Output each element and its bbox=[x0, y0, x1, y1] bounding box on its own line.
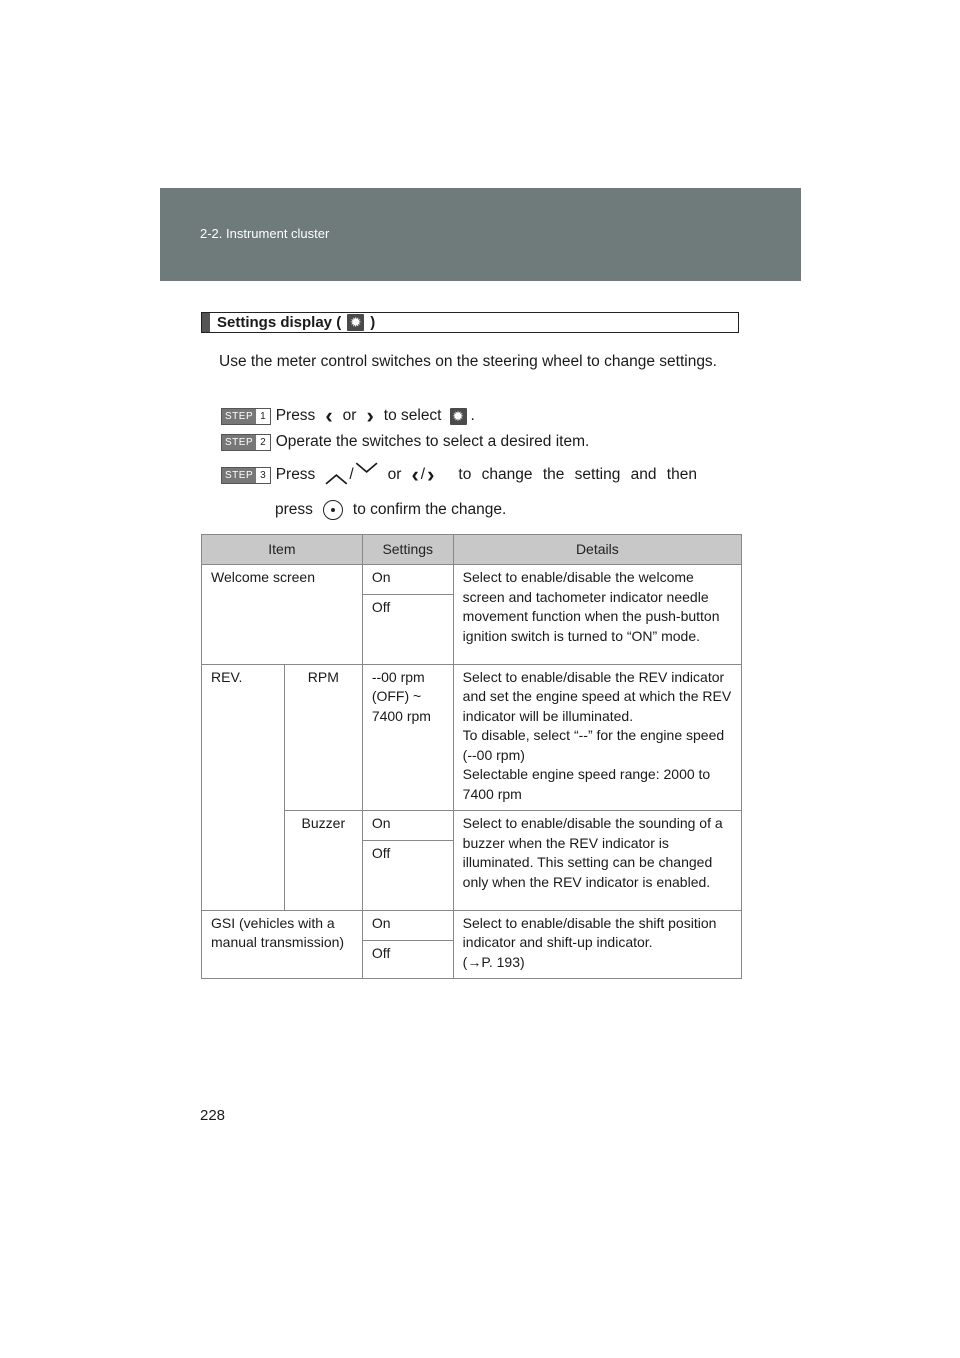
step-3-text-after: to change the setting and then bbox=[458, 466, 697, 483]
gear-icon: ✹ bbox=[450, 408, 467, 425]
welcome-details: Select to enable/disable the welcome screen and tachometer indicator needle movement function when the push-button ignition switch is turned to “ON” mode. bbox=[453, 565, 741, 665]
step-1 bbox=[221, 403, 475, 428]
rev-rpm-details bbox=[453, 664, 741, 811]
rev-item: REV. bbox=[202, 664, 285, 910]
step-3-press: Press bbox=[275, 466, 316, 483]
step-1-badge: STEP 1 bbox=[221, 408, 271, 425]
header-details: Details bbox=[453, 535, 741, 565]
step-2-badge: STEP 2 bbox=[221, 434, 271, 451]
header-settings: Settings bbox=[362, 535, 453, 565]
step-1-end: . bbox=[470, 407, 475, 424]
section-title bbox=[217, 314, 375, 331]
rev-rpm-details-3: Selectable engine speed range: 2000 to 7400 rpm bbox=[462, 766, 711, 802]
chevron-right-icon: › bbox=[427, 462, 435, 487]
rev-buzzer-label: Buzzer bbox=[284, 811, 362, 911]
table-header-row bbox=[202, 535, 742, 565]
rev-buzzer-details: Select to enable/disable the sounding of a buzzer when the REV indicator is illuminated. This setting can be changed only when the REV indicator is enabled. bbox=[453, 811, 741, 911]
table-row bbox=[202, 565, 742, 595]
section-title-suffix: ) bbox=[370, 314, 376, 331]
step-1-press: Press bbox=[275, 407, 316, 424]
enter-button-icon bbox=[323, 500, 343, 520]
gsi-details-text: Select to enable/disable the shift position indicator and shift-up indicator. bbox=[462, 914, 717, 950]
rev-buzzer-on: On bbox=[362, 811, 453, 841]
step-3-slash-2: / bbox=[420, 466, 426, 483]
chevron-right-icon: › bbox=[366, 403, 374, 428]
step-2 bbox=[221, 433, 589, 451]
welcome-off: Off bbox=[362, 594, 453, 664]
section-label: 2-2. Instrument cluster bbox=[200, 226, 330, 241]
step-3-slash-1: / bbox=[349, 466, 354, 483]
rev-buzzer-off: Off bbox=[362, 840, 453, 910]
gear-icon: ✹ bbox=[347, 314, 364, 331]
page-number: 228 bbox=[200, 1107, 226, 1124]
gsi-item: GSI (vehicles with a manual transmission) bbox=[202, 910, 363, 979]
step-3-or: or bbox=[387, 466, 402, 483]
intro-paragraph: Use the meter control switches on the steering wheel to change settings. bbox=[219, 353, 717, 370]
table-row bbox=[202, 664, 742, 811]
section-heading bbox=[201, 312, 739, 333]
gsi-off: Off bbox=[362, 941, 453, 979]
step-2-text: Operate the switches to select a desired item. bbox=[275, 433, 590, 450]
chevron-left-icon: ‹ bbox=[325, 403, 333, 428]
step-3-line2-press: press bbox=[275, 501, 313, 518]
welcome-item: Welcome screen bbox=[202, 565, 363, 665]
table-row bbox=[202, 910, 742, 941]
gsi-details bbox=[453, 910, 741, 979]
step-3-badge: STEP 3 bbox=[221, 467, 271, 484]
rev-rpm-label: RPM bbox=[284, 664, 362, 811]
settings-table bbox=[201, 534, 742, 979]
step-3-line2-text: to confirm the change. bbox=[352, 501, 507, 518]
step-3 bbox=[221, 462, 739, 487]
heading-bar bbox=[202, 313, 210, 332]
rev-rpm-details-2: To disable, select “--” for the engine speed (--00 rpm) bbox=[462, 727, 725, 763]
rev-rpm-details-1: Select to enable/disable the REV indicator and set the engine speed at which the REV indicator will be illuminated. bbox=[462, 668, 732, 724]
chevron-down-icon: ﹀ bbox=[355, 462, 378, 487]
step-1-or: or bbox=[342, 407, 357, 424]
section-title-prefix: Settings display ( bbox=[217, 314, 342, 331]
rev-rpm-setting: --00 rpm (OFF) ~ 7400 rpm bbox=[362, 664, 453, 811]
chevron-up-icon: ︿ bbox=[325, 462, 348, 487]
chevron-left-icon: ‹ bbox=[411, 462, 419, 487]
gsi-page-ref: (→P. 193) bbox=[462, 953, 525, 970]
gsi-on: On bbox=[362, 910, 453, 941]
header-item: Item bbox=[202, 535, 363, 565]
step-3-line-2 bbox=[275, 500, 506, 520]
step-1-to-select: to select bbox=[383, 407, 442, 424]
welcome-on: On bbox=[362, 565, 453, 595]
